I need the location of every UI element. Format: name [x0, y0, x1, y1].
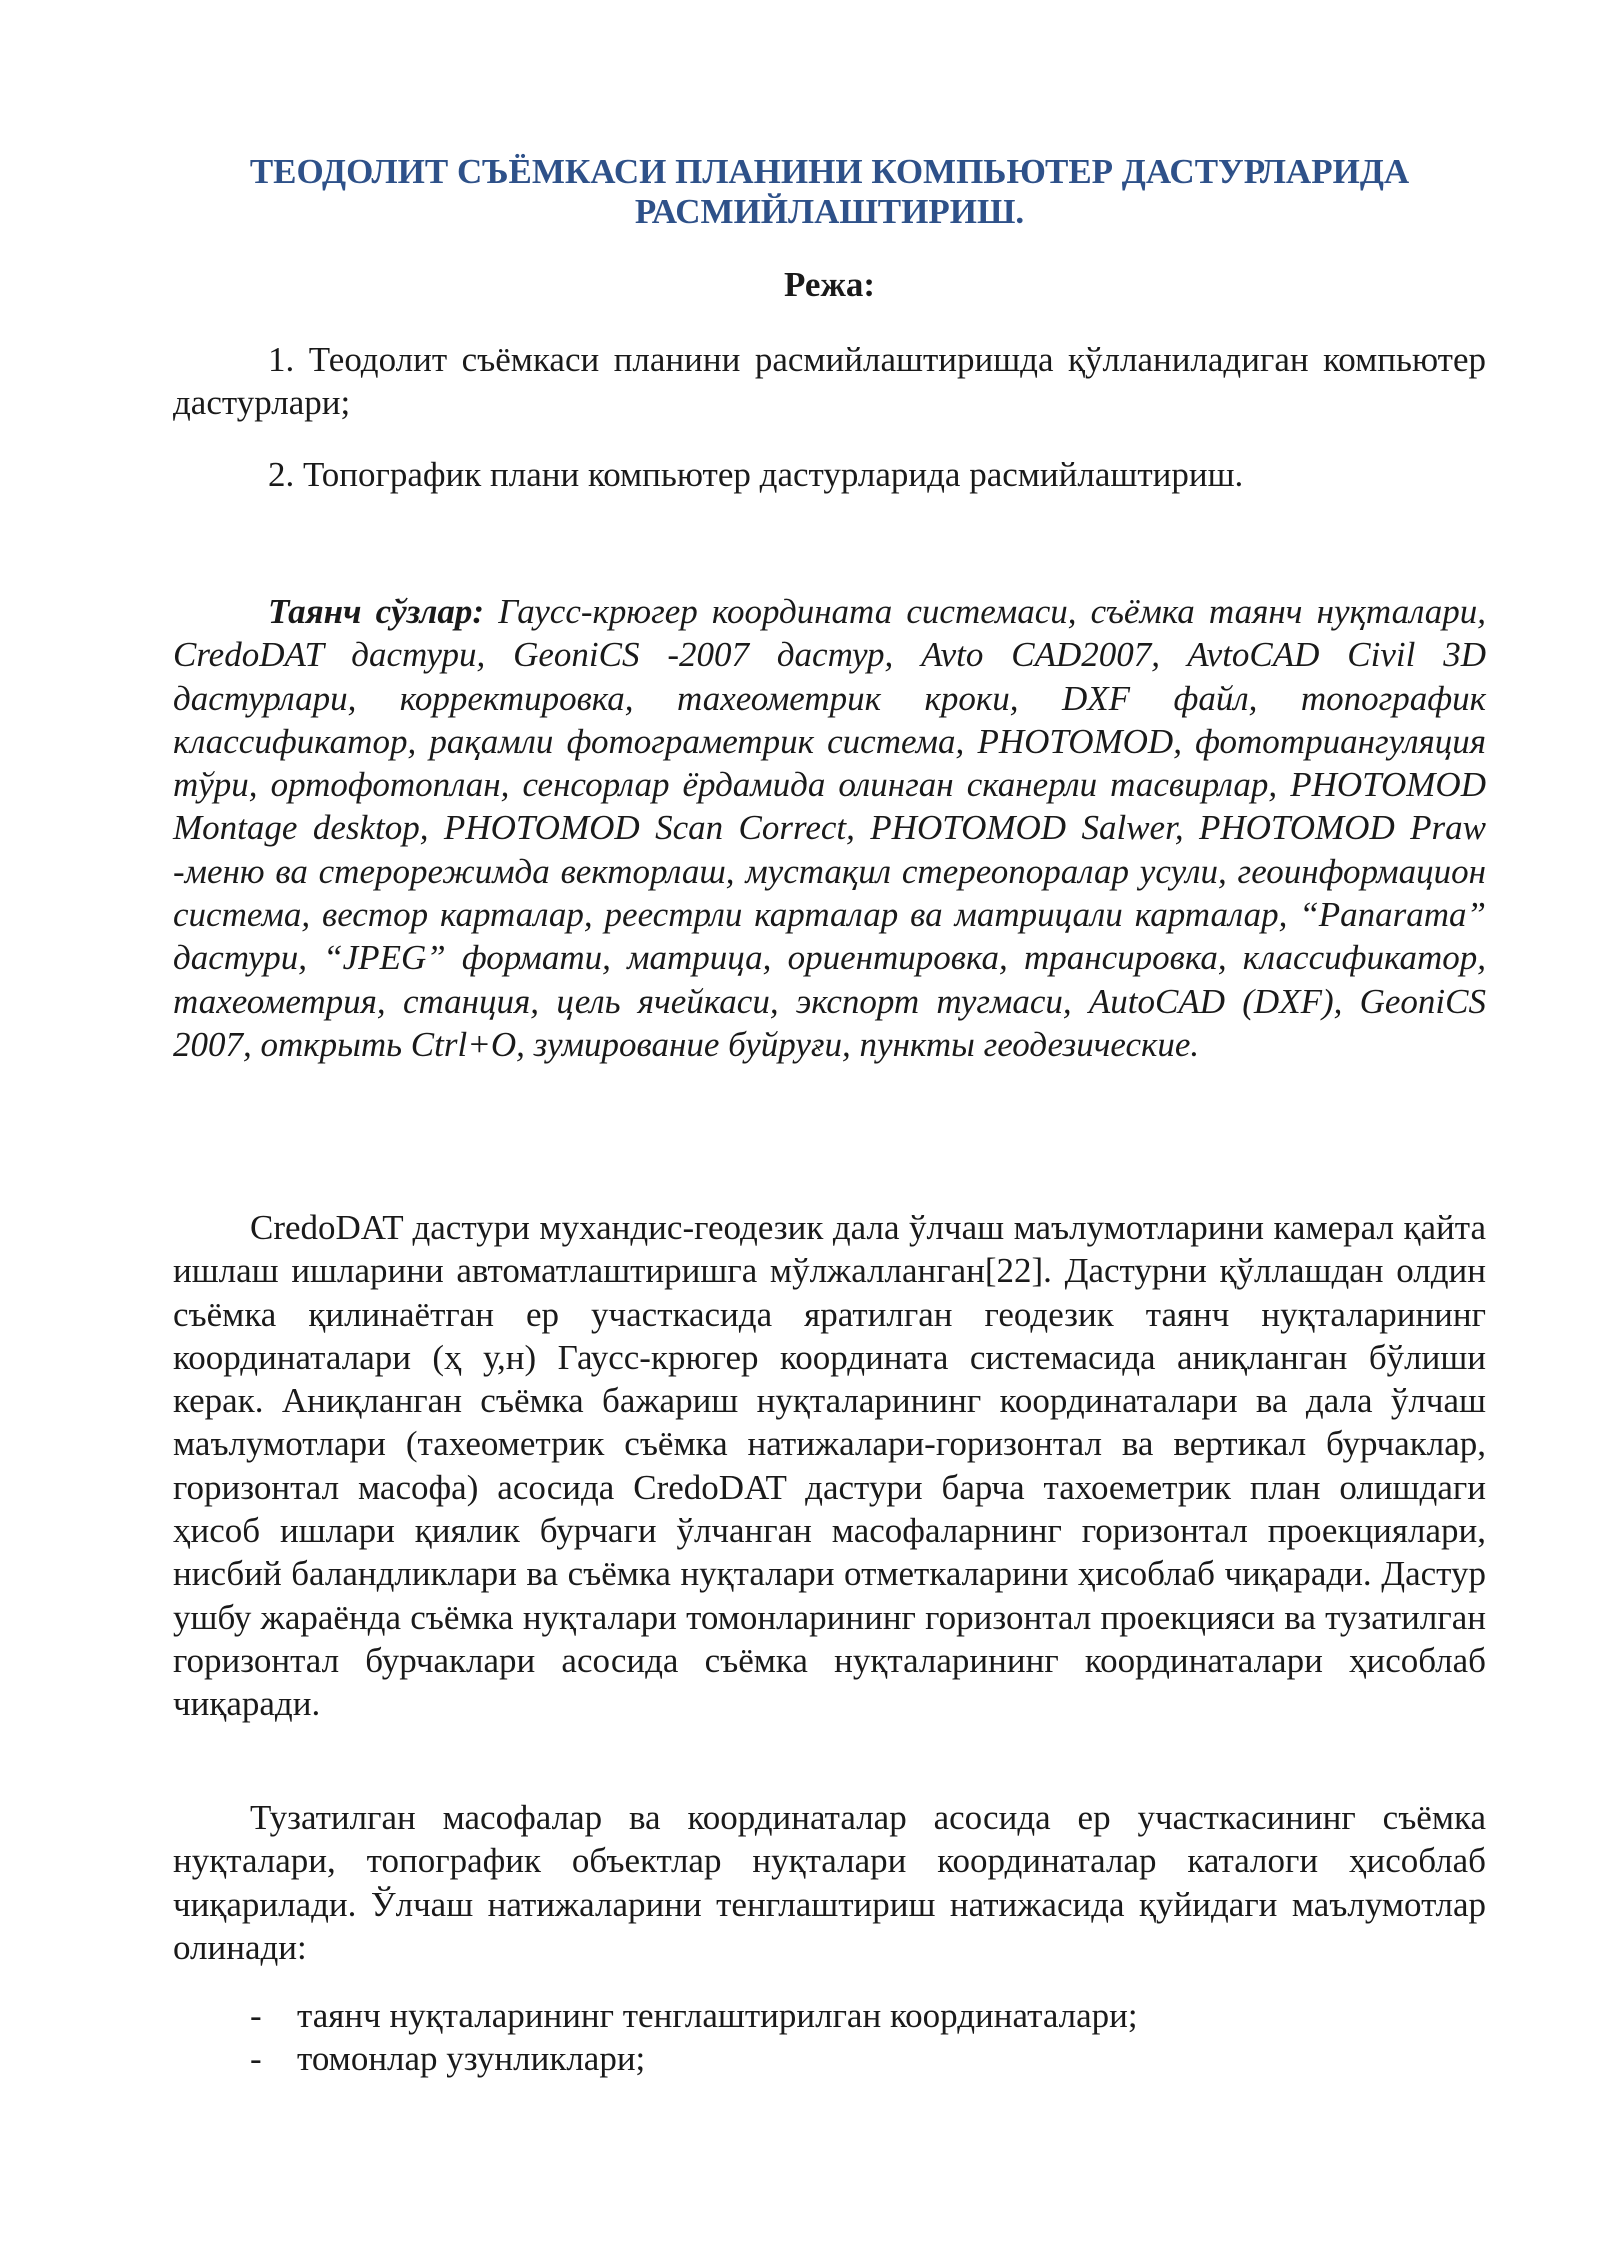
list-item — [173, 2037, 1486, 2080]
keywords-text: Гаусс-крюгер координата системаси, съёмка таянч нуқталари, CredoDAT дастури, GeoniCS -2007 дастур, Avto CAD2007, AvtoCAD Civil 3D дастурлари, корректировка, тахеометрик кроки, DXF файл, топографик классификатор, рақамли фотограметрик система, PHOTOMOD, фототриангуляция тўри, ортофотоплан, сенсорлар ёрдамида олинган сканерли тасвирлар, PHOTOMOD Montage desktop, PHOTOMOD Scan Correct, PHOTOMOD Salwer, PHOTOMOD Praw -меню ва стерорежимда векторлаш, мустақил стереопоралар усули, геоинформацион система, вестор карталар, реестрли карталар ва матрицали карталар, “Panarama” дастури, “JPEG” формати, матрица, ориентировка, трансировка, классификатор, тахеометрия, станция, цель ячейкаси, экспорт тугмаси, AutoCAD (DXF), GeoniCS 2007, открыть Ctrl+O, зумирование буйруғи, пункты геодезические. — [173, 592, 1487, 1064]
plan-heading: Режа: — [784, 265, 875, 304]
list-marker: - — [250, 1996, 262, 2035]
list-item — [173, 1994, 1486, 2037]
list-item-text: таянч нуқталарининг тенглаштирилган координаталари; — [297, 1996, 1138, 2035]
list-marker: - — [250, 2039, 262, 2079]
list-item-text: томонлар узунликлари; — [297, 2039, 646, 2079]
keywords-label: Таянч сўзлар: — [268, 592, 485, 631]
title-line-1: ТЕОДОЛИТ СЪЁМКАСИ ПЛАНИНИ КОМПЬЮТЕР ДАСТУРЛАРИДА — [249, 152, 1410, 191]
body-paragraph-1: CredoDAT дастури мухандис-геодезик дала ўлчаш маълумотларини камерал қайта ишлаш ишларини автоматлаштиришга мўлжалланган[22]. Дастурни қўллашдан олдин съёмка қилинаётган ер участкасида яратилган геодезик таянч нуқталарининг координаталари (ҳ у,н) Гаусс-крюгер координата системасида аниқланган бўлиши керак. Аниқланган съёмка бажариш нуқталарининг координаталари ва дала ўлчаш маълумотлари (тахеометрик съёмка натижалари-горизонтал ва вертикал бурчаклар, горизонтал масофа) асосида CredoDAT дастури барча тахоеметрик план олишдаги ҳисоб ишлари қиялик бурчаги ўлчанган масофаларнинг горизонтал проекциялари, нисбий баландликлари ва съёмка нуқталари отметкаларини ҳисоблаб чиқаради. Дастур ушбу жараёнда съёмка нуқталари томонларининг горизонтал проекцияси ва тузатилган горизонтал бурчаклари асосида съёмка нуқталарининг координаталари ҳисоблаб чиқаради. — [173, 1208, 1486, 1724]
dash-list — [173, 1994, 1486, 2081]
page-title — [173, 152, 1486, 232]
keywords-paragraph — [173, 590, 1486, 1066]
body-paragraph-2: Тузатилган масофалар ва координаталар асосида ер участкасининг съёмка нуқталари, топографик объектлар нуқталари координаталар каталоги ҳисоблаб чиқарилади. Ўлчаш натижаларини тенглаштириш натижасида қуйидаги маълумотлар олинади: — [173, 1798, 1486, 1967]
plan-item-1: 1. Теодолит съёмкаси планини расмийлаштиришда қўлланиладиган компьютер дастурлари; — [173, 340, 1486, 423]
plan-item-2: 2. Топографик плани компьютер дастурларида расмийлаштириш. — [268, 455, 1244, 494]
title-line-2: РАСМИЙЛАШТИРИШ. — [634, 192, 1025, 231]
